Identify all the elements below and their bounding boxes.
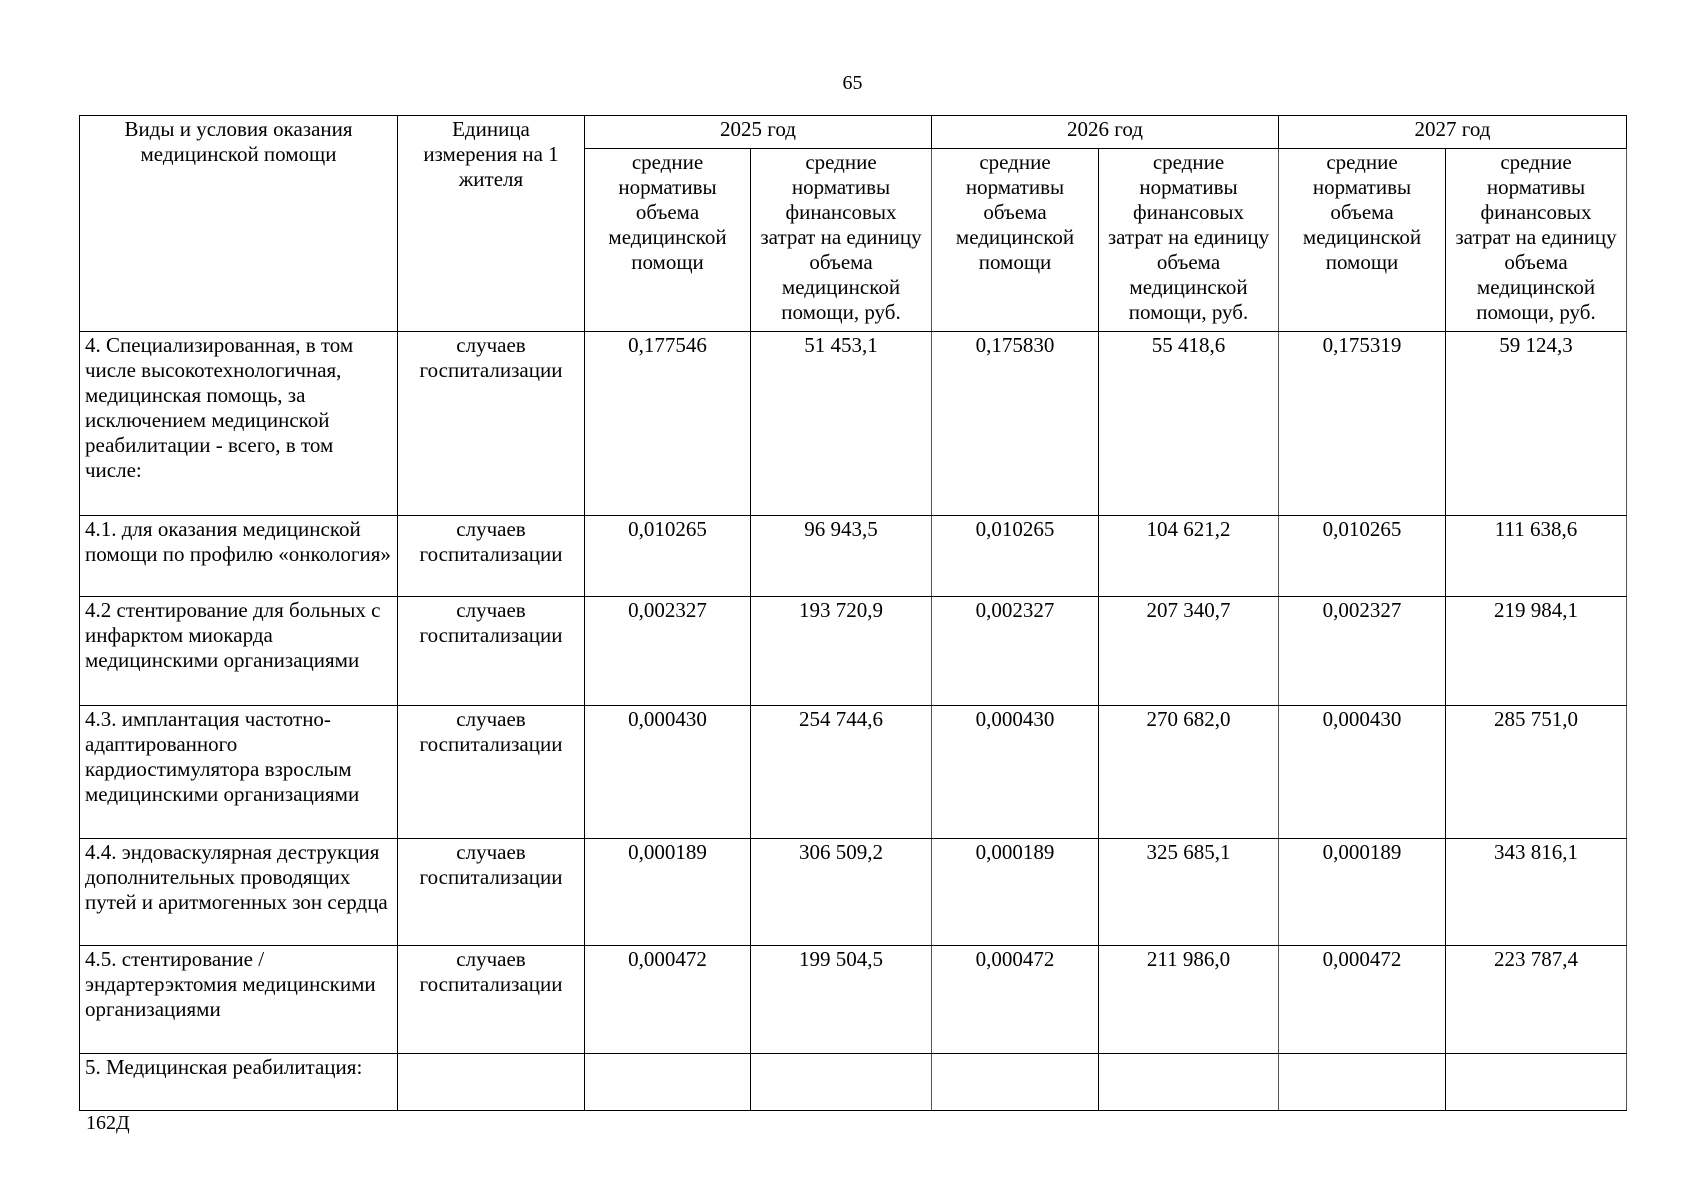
cost-value: 111 638,6 (1446, 516, 1627, 597)
table-row (80, 516, 1627, 597)
header-type: Виды и условия оказания медицинской помощи (80, 116, 398, 332)
cost-value: 285 751,0 (1446, 706, 1627, 839)
volume-value (585, 1054, 751, 1111)
table-row (80, 946, 1627, 1054)
volume-value: 0,000430 (585, 706, 751, 839)
table-row (80, 839, 1627, 946)
cost-value: 193 720,9 (751, 597, 932, 706)
row-unit: случаев госпитализации (398, 946, 585, 1054)
cost-value: 343 816,1 (1446, 839, 1627, 946)
cost-value: 254 744,6 (751, 706, 932, 839)
cost-value: 207 340,7 (1099, 597, 1279, 706)
cost-value: 55 418,6 (1099, 332, 1279, 516)
cost-value: 211 986,0 (1099, 946, 1279, 1054)
row-unit: случаев госпитализации (398, 706, 585, 839)
volume-value: 0,000189 (1279, 839, 1446, 946)
header-unit: Единица измерения на 1 жителя (398, 116, 585, 332)
cost-value: 219 984,1 (1446, 597, 1627, 706)
cost-value (1446, 1054, 1627, 1111)
header-row-years (80, 116, 1627, 149)
volume-value: 0,175319 (1279, 332, 1446, 516)
row-name: 4.5. стентирование / эндартерэктомия медицинскими организациями (80, 946, 398, 1054)
table-row (80, 1054, 1627, 1111)
header-cost: средние нормативы финансовых затрат на единицу объема медицинской помощи, руб. (1446, 149, 1627, 332)
row-name: 4.3. имплантация частотно-адаптированного кардиостимулятора взрослым медицинскими организациями (80, 706, 398, 839)
table-row (80, 597, 1627, 706)
header-year-2027: 2027 год (1279, 116, 1627, 149)
row-unit: случаев госпитализации (398, 332, 585, 516)
header-cost: средние нормативы финансовых затрат на единицу объема медицинской помощи, руб. (751, 149, 932, 332)
row-name: 4.1. для оказания медицинской помощи по профилю «онкология» (80, 516, 398, 597)
volume-value: 0,000472 (585, 946, 751, 1054)
header-cost: средние нормативы финансовых затрат на единицу объема медицинской помощи, руб. (1099, 149, 1279, 332)
row-name: 5. Медицинская реабилитация: (80, 1054, 398, 1111)
header-year-2026: 2026 год (932, 116, 1279, 149)
page-number: 65 (842, 72, 863, 94)
cost-value: 325 685,1 (1099, 839, 1279, 946)
row-unit: случаев госпитализации (398, 839, 585, 946)
volume-value: 0,002327 (585, 597, 751, 706)
row-unit: случаев госпитализации (398, 597, 585, 706)
cost-value: 199 504,5 (751, 946, 932, 1054)
volume-value: 0,000430 (1279, 706, 1446, 839)
row-name: 4. Специализированная, в том числе высокотехнологичная, медицинская помощь, за исключением медицинской реабилитации - всего, в том числе: (80, 332, 398, 516)
cost-value: 96 943,5 (751, 516, 932, 597)
row-name: 4.4. эндоваскулярная деструкция дополнительных проводящих путей и аритмогенных зон сердца (80, 839, 398, 946)
cost-value: 51 453,1 (751, 332, 932, 516)
cost-value (751, 1054, 932, 1111)
row-unit (398, 1054, 585, 1111)
volume-value: 0,175830 (932, 332, 1099, 516)
cost-value (1099, 1054, 1279, 1111)
cost-value: 104 621,2 (1099, 516, 1279, 597)
volume-value: 0,000189 (585, 839, 751, 946)
volume-value: 0,177546 (585, 332, 751, 516)
volume-value: 0,000472 (932, 946, 1099, 1054)
cost-value: 59 124,3 (1446, 332, 1627, 516)
cost-value: 306 509,2 (751, 839, 932, 946)
cost-value: 270 682,0 (1099, 706, 1279, 839)
volume-value: 0,010265 (932, 516, 1099, 597)
table-row (80, 332, 1627, 516)
header-volume: средние нормативы объема медицинской помощи (1279, 149, 1446, 332)
volume-value: 0,002327 (1279, 597, 1446, 706)
volume-value: 0,002327 (932, 597, 1099, 706)
table-row (80, 706, 1627, 839)
volume-value: 0,000430 (932, 706, 1099, 839)
header-volume: средние нормативы объема медицинской помощи (585, 149, 751, 332)
footer-code: 162Д (86, 1112, 130, 1134)
cost-value: 223 787,4 (1446, 946, 1627, 1054)
volume-value: 0,010265 (1279, 516, 1446, 597)
volume-value (932, 1054, 1099, 1111)
norms-table (79, 115, 1627, 1111)
volume-value: 0,000189 (932, 839, 1099, 946)
header-year-2025: 2025 год (585, 116, 932, 149)
row-name: 4.2 стентирование для больных с инфарктом миокарда медицинскими организациями (80, 597, 398, 706)
volume-value: 0,010265 (585, 516, 751, 597)
header-volume: средние нормативы объема медицинской помощи (932, 149, 1099, 332)
row-unit: случаев госпитализации (398, 516, 585, 597)
volume-value (1279, 1054, 1446, 1111)
volume-value: 0,000472 (1279, 946, 1446, 1054)
